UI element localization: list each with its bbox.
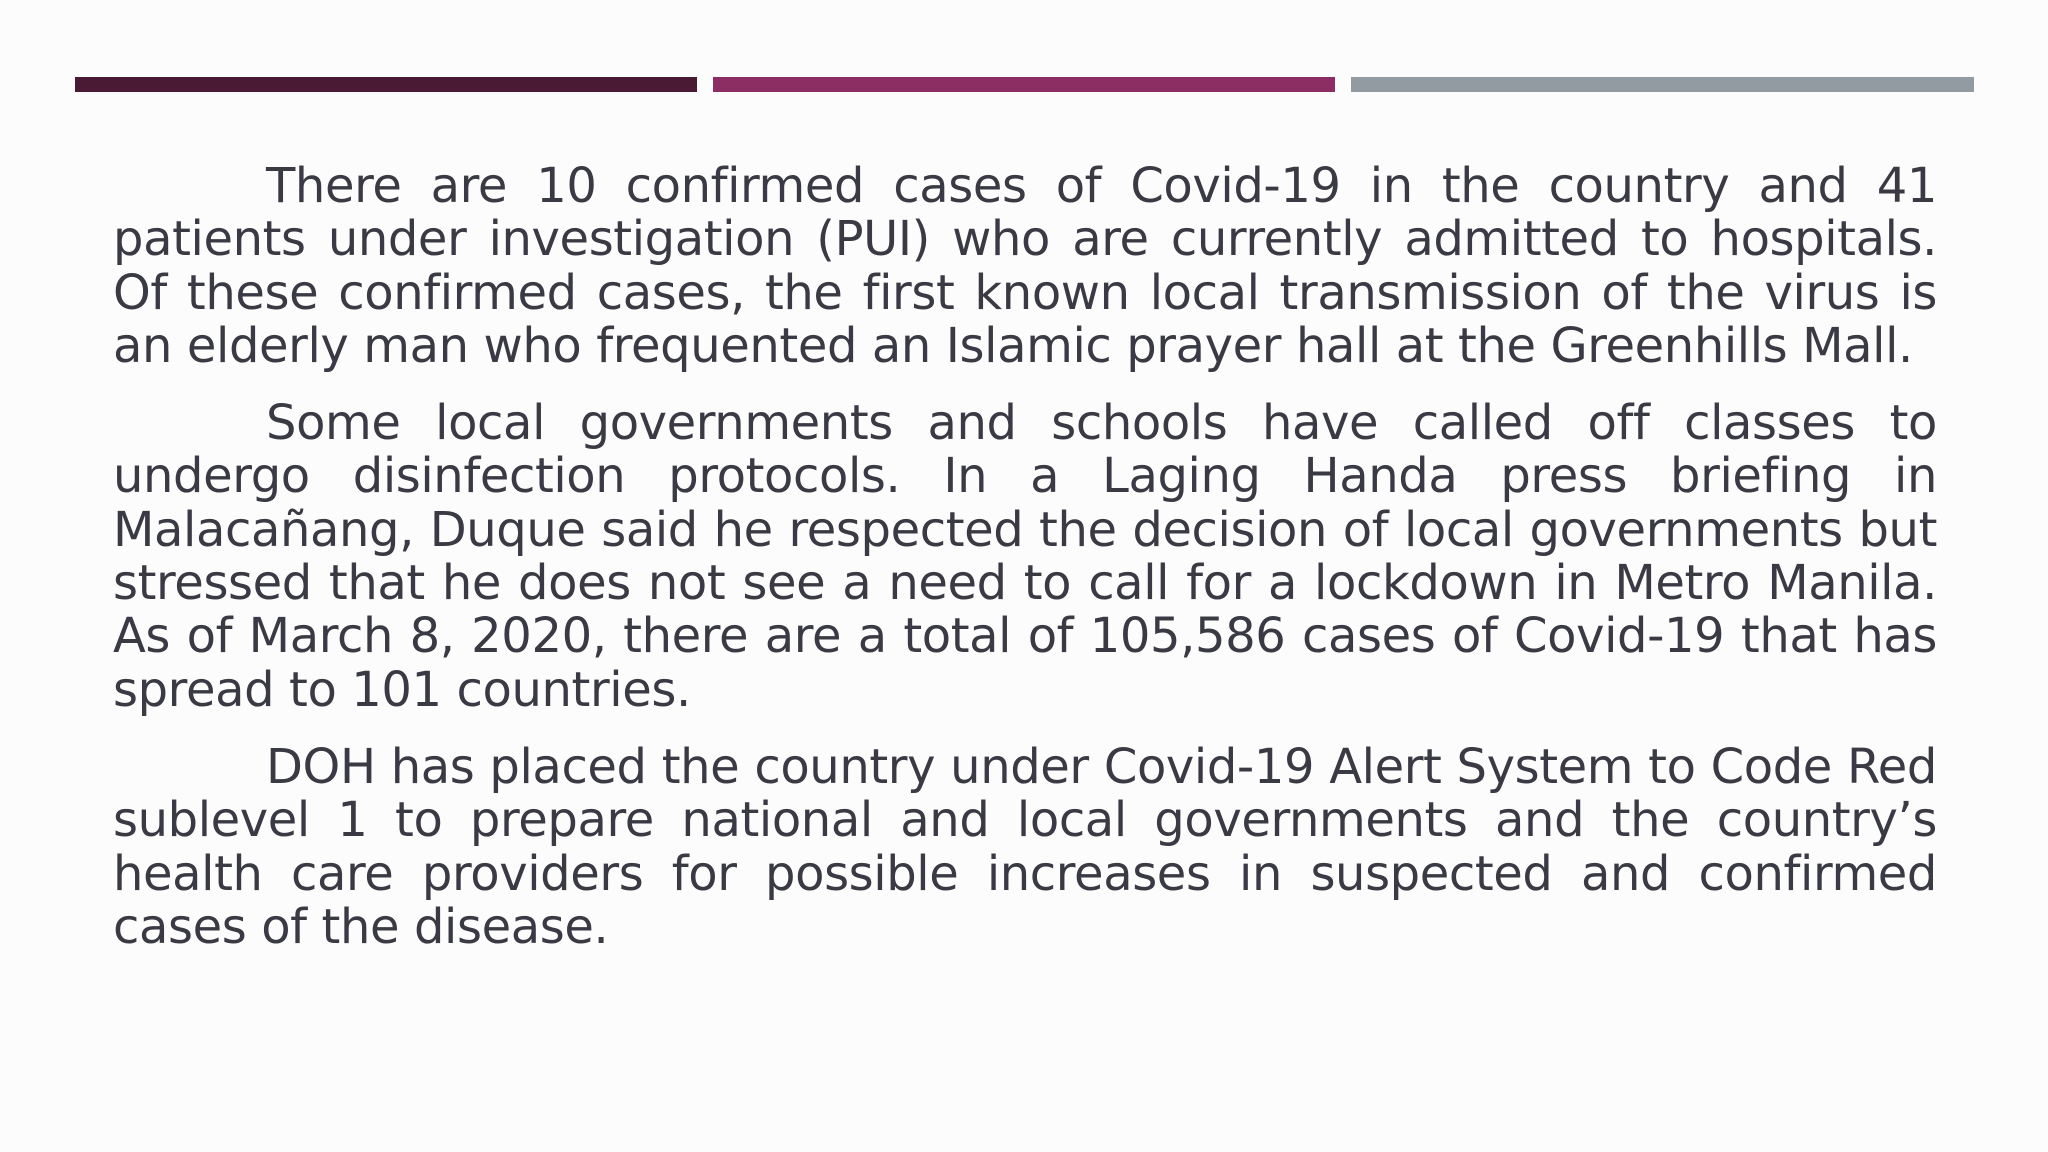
accent-bar-gray <box>1351 77 1974 92</box>
accent-bar-magenta <box>713 77 1335 92</box>
slide-body-text <box>113 160 1937 978</box>
accent-bars <box>75 77 1974 92</box>
paragraph-confirmed-cases: There are 10 confirmed cases of Covid-19 in the country and 41 patients under investigation (PUI) who are currently admitted to hospitals. Of these confirmed cases, the first known local transmission of the virus is an elderly man who frequented an Islamic prayer hall at the Greenhills Mall. <box>113 158 1937 374</box>
paragraph-doh-alert: DOH has placed the country under Covid-19 Alert System to Code Red sublevel 1 to prepare national and local governments and the country’s health care providers for possible increases in suspected and confirmed cases of the disease. <box>113 738 1937 955</box>
accent-bar-dark-plum <box>75 77 697 92</box>
paragraph-local-governments: Some local governments and schools have called off classes to undergo disinfection protocols. In a Laging Handa press briefing in Malacañang, Duque said he respected the decision of local governments but stressed that he does not see a need to call for a lockdown in Metro Manila. As of March 8, 2020, there are a total of 105,586 cases of Covid-19 that has spread to 101 countries. <box>113 395 1937 718</box>
